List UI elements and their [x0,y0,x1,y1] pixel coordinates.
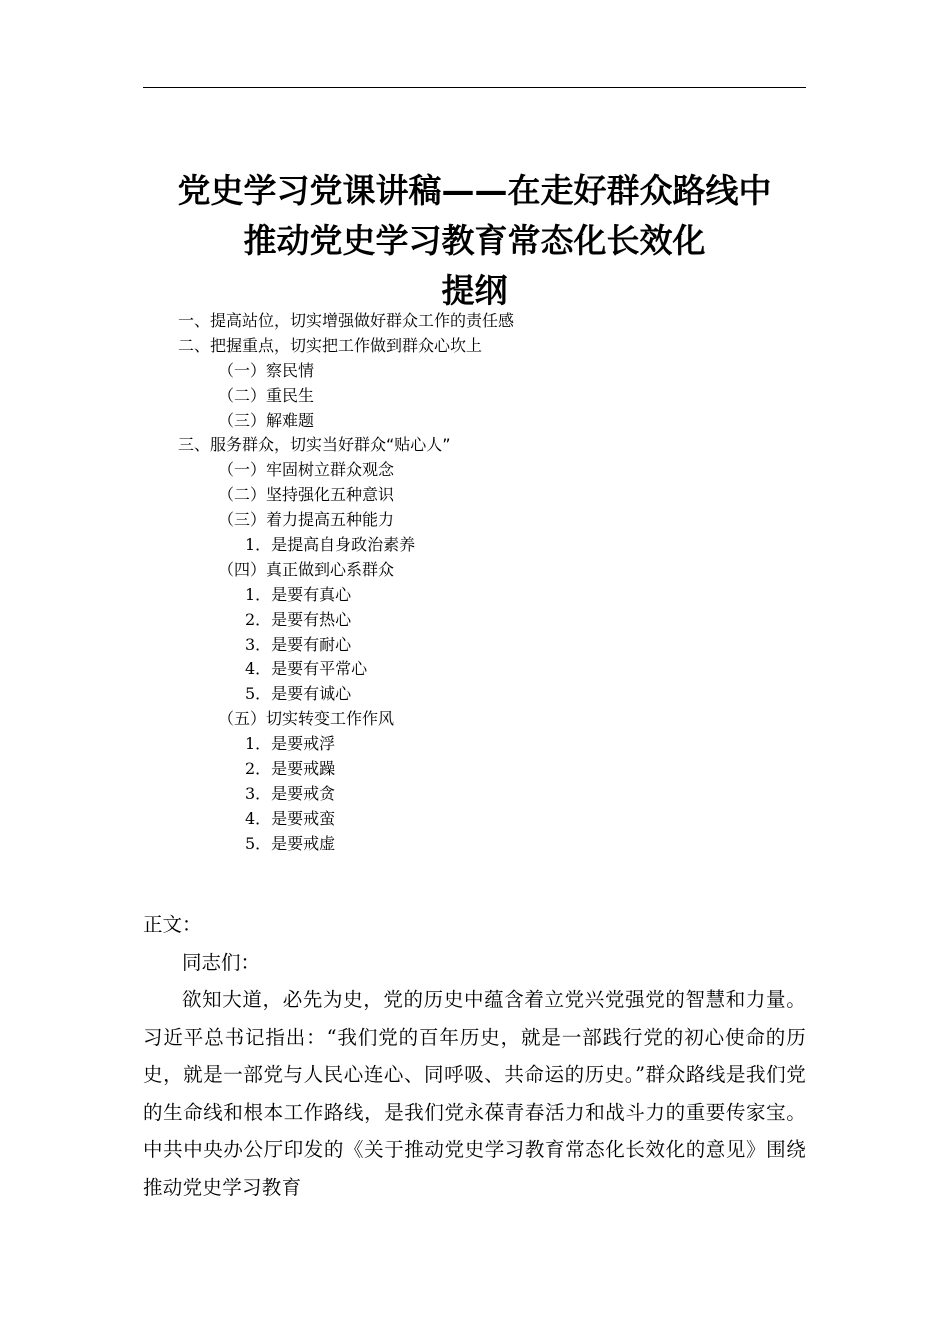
title-line-1: 党史学习党课讲稿——在走好群众路线中 [177,171,772,210]
outline-item-level-3: 5．是要戒虚 [245,833,336,853]
document-title [143,166,806,316]
outline-item-level-2: （二）坚持强化五种意识 [218,485,395,505]
outline-item-level-1: 一、提高站位，切实增强做好群众工作的责任感 [178,311,515,330]
body-label: 正文： [143,913,202,936]
document-body [143,906,806,1206]
outline-item-level-2: （五）切实转变工作作风 [218,709,395,729]
outline-item-level-3: 5．是要有诚心 [245,684,352,704]
outline-item-level-1: 三、服务群众，切实当好群众“贴心人” [178,435,451,455]
outline-item-level-3: 3．是要戒贪 [245,783,336,803]
header-rule [143,87,806,88]
title-line-2: 推动党史学习教育常态化长效化 [243,221,706,260]
outline-item-level-1: 二、把握重点，切实把工作做到群众心坎上 [178,335,483,355]
body-paragraph: 欲知大道，必先为史，党的历史中蕴含着立党兴党强党的智慧和力量。习近平总书记指出：“我们党的百年历史，就是一部践行党的初心使命的历史，就是一部党与人民心连心、同呼吸、共命运的历史。”群众路线是我们党的生命线和根本工作路线，是我们党永葆青春活力和战斗力的重要传家宝。中共中央办公厅印发的《关于推动党史学习教育常态化长效化的意见》围绕推动党史学习教育 [143,988,806,1199]
outline-item-level-2: （二）重民生 [218,385,315,405]
outline-item-level-3: 2．是要戒躁 [245,759,336,779]
outline-item-level-3: 2．是要有热心 [245,609,352,629]
title-line-3: 提纲 [441,271,508,310]
outline-item-level-2: （四）真正做到心系群众 [218,559,395,579]
outline-item-level-3: 4．是要有平常心 [245,659,368,679]
outline-item-level-3: 3．是要有耐心 [245,634,352,654]
outline-list [0,309,950,857]
outline-item-level-3: 1．是要有真心 [245,584,352,604]
outline-item-level-2: （一）察民情 [218,360,315,380]
outline-item-level-3: 1．是提高自身政治素养 [245,535,416,555]
outline-item-level-3: 1．是要戒浮 [245,734,336,754]
salutation: 同志们： [182,950,261,974]
outline-item-level-2: （三）解难题 [218,410,315,430]
outline-item-level-2: （三）着力提高五种能力 [218,510,395,530]
outline-item-level-3: 4．是要戒蛮 [245,808,336,828]
outline-item-level-2: （一）牢固树立群众观念 [218,460,395,480]
